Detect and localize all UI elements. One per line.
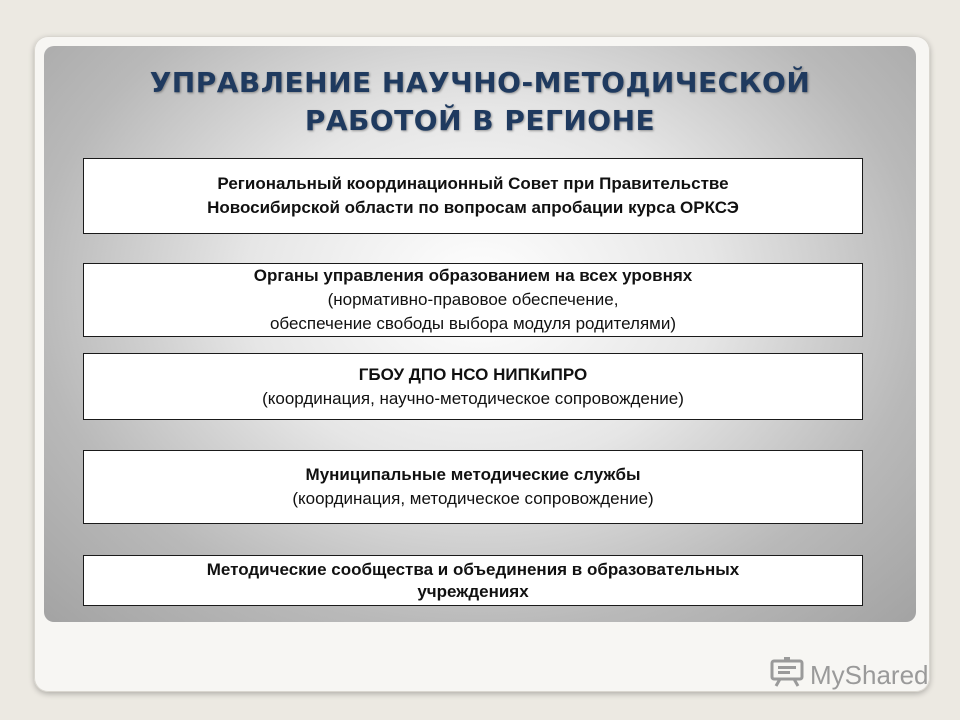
box-nipkipro	[83, 353, 863, 420]
box-nipkipro-heading: ГБОУ ДПО НСО НИПКиПРО	[358, 364, 588, 384]
box-municipal-services-line-1: (координация, методическое сопровождение)	[292, 489, 654, 508]
box-regional-council-line-1: Региональный координационный Совет при Правительстве	[217, 174, 729, 193]
slide-title-line-2: РАБОТОЙ В РЕГИОНЕ	[304, 104, 656, 137]
watermark-logo	[770, 655, 929, 695]
box-education-authorities-heading: Органы управления образованием на всех уровнях	[253, 266, 693, 285]
box-methodical-communities	[83, 555, 863, 606]
box-regional-council-line-2: Новосибирской области по вопросам апробации курса ОРКСЭ	[207, 198, 739, 217]
box-regional-council	[83, 158, 863, 234]
box-nipkipro-line-1: (координация, научно-методическое сопровождение)	[262, 388, 684, 408]
box-methodical-communities-line-1: Методические сообщества и объединения в образовательных	[206, 559, 740, 579]
watermark-text: MyShared	[810, 659, 929, 690]
presentation-board-icon	[770, 657, 804, 694]
box-municipal-services	[83, 450, 863, 524]
box-methodical-communities-line-2: учреждениях	[417, 581, 529, 601]
box-education-authorities-line-1: (нормативно-правовое обеспечение,	[327, 290, 619, 309]
slide-title-line-1: УПРАВЛЕНИЕ НАУЧНО-МЕТОДИЧЕСКОЙ	[149, 66, 811, 99]
box-education-authorities-line-2: обеспечение свободы выбора модуля родителями)	[269, 314, 677, 333]
slide-title	[44, 64, 916, 140]
box-municipal-services-heading: Муниципальные методические службы	[305, 465, 641, 484]
box-education-authorities	[83, 263, 863, 337]
